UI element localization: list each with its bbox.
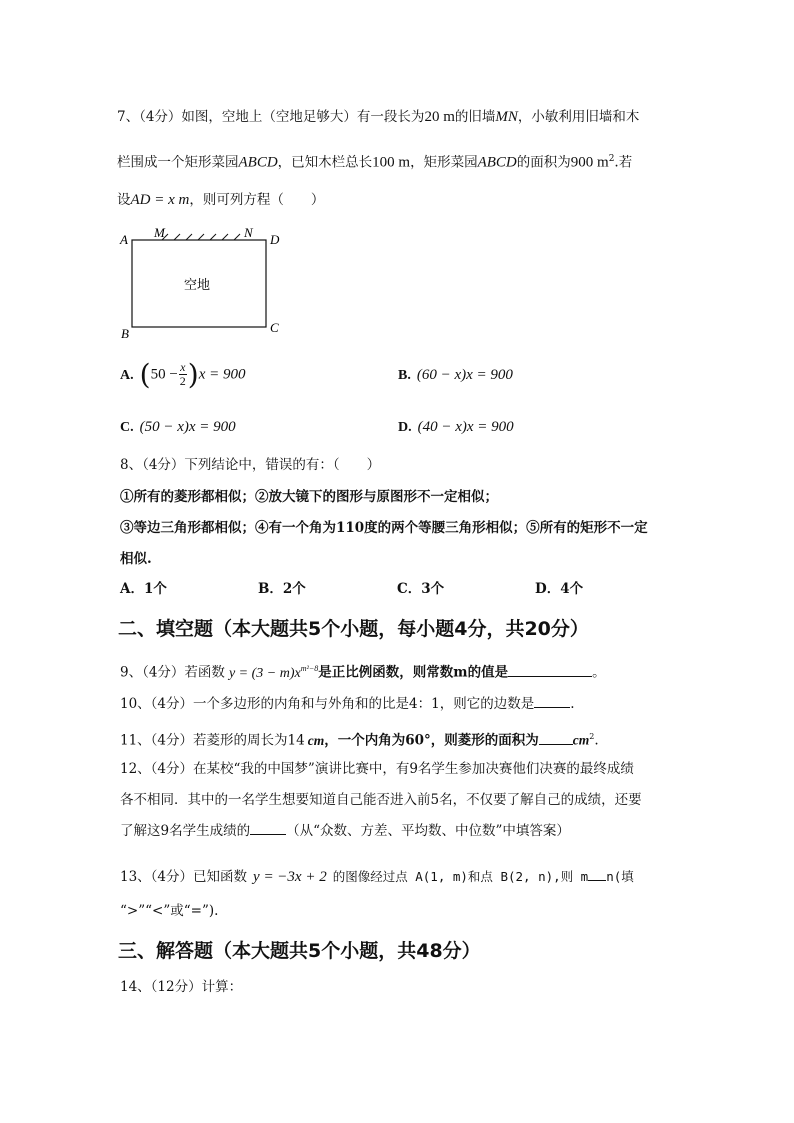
- section2-heading: 二、填空题（本大题共5个小题，每小题4分，共20分）: [118, 618, 589, 640]
- q9-text-b: 是正比例函数，则常数m的值是: [318, 664, 509, 681]
- option-b-eq: (60 − x)x = 900: [416, 367, 513, 383]
- q10-answer-blank[interactable]: [534, 695, 570, 708]
- q7-abcd: ABCD: [477, 154, 517, 171]
- option-a-post: x = 900: [198, 366, 246, 383]
- q7-option-c[interactable]: [120, 419, 236, 436]
- q8-option-a[interactable]: A．1个: [120, 581, 167, 597]
- q7-option-d[interactable]: [398, 419, 514, 436]
- label-center: 空地: [184, 278, 211, 293]
- option-a-pre: 50 −: [150, 366, 178, 383]
- q9-text-c: 。: [592, 664, 606, 681]
- q11-line: [120, 728, 599, 750]
- q9-line: [120, 660, 606, 683]
- q11-text-b: ，一个内角为60°，则菱形的面积为: [324, 732, 539, 749]
- q7-abcd: ABCD: [238, 154, 278, 171]
- q9-func: y = (3 − m)x: [228, 665, 301, 681]
- q8-line1: ①所有的菱形都相似；②放大镜下的图形与原图形不一定相似；: [120, 489, 498, 505]
- q10-text: 10、（4分）一个多边形的内角和与外角和的比是4：1，则它的边数是: [120, 696, 535, 712]
- q7-fence-length: 100 m: [372, 154, 411, 171]
- label-N: N: [244, 225, 253, 240]
- frac-num: x: [180, 360, 186, 374]
- q12-line1: 12、（4分）在某校“我的中国梦”演讲比赛中，有9名学生参加决赛他们决赛的最终成绩: [120, 761, 634, 777]
- q9-text: 9、（4分）若函数: [120, 664, 225, 681]
- option-d-eq: (40 − x)x = 900: [417, 419, 514, 435]
- q13-answer-blank[interactable]: [588, 868, 606, 881]
- q7-ad-eq: AD = x m: [130, 192, 190, 208]
- q8-option-d[interactable]: D．4个: [535, 581, 584, 597]
- q12-text-b: （从“众数、方差、平均数、中位数”中填答案）: [286, 823, 570, 839]
- q7-text: ，已知木栏总长: [277, 154, 373, 171]
- q12-answer-blank[interactable]: [250, 822, 286, 835]
- label-C: C: [270, 320, 279, 335]
- q11-sup: 2: [589, 732, 595, 741]
- q9-exponent: m²−8: [300, 664, 319, 673]
- q7-text: ，矩形菜园: [410, 154, 478, 171]
- q13-line1: [120, 868, 634, 886]
- q7-text: 设: [117, 192, 131, 208]
- q7-text: 栏围成一个矩形菜园: [117, 154, 239, 171]
- q8-option-c[interactable]: C．3个: [397, 581, 445, 597]
- q7-wall-length: 20 m: [424, 109, 455, 125]
- q7-text: 7、（4分）如图，空地上（空地足够大）有一段长为: [117, 109, 425, 125]
- q12-line3: [120, 822, 570, 840]
- option-b-label: B.: [398, 368, 411, 383]
- q7-line1: [117, 108, 639, 126]
- option-d-label: D.: [398, 420, 412, 435]
- q13-text-b: 的图像经过点 A(1, m)和点 B(2, n),则 m: [332, 869, 589, 884]
- label-M: M: [154, 225, 165, 240]
- q13-func: y = −3x + 2: [253, 869, 327, 885]
- q7-line3: [117, 191, 324, 209]
- section3-heading: 三、解答题（本大题共5个小题，共48分）: [118, 940, 481, 962]
- q10-text-b: .: [570, 696, 575, 712]
- q7-text: 的旧墙: [454, 109, 496, 125]
- q13-text-c: n(填: [606, 869, 634, 884]
- q12-line2: 各不相同．其中的一名学生想要知道自己能否进入前5名，不仅要了解自己的成绩，还要: [120, 792, 642, 808]
- q7-mn: MN: [495, 109, 518, 125]
- paren-open: (: [139, 358, 151, 391]
- q7-option-a[interactable]: [120, 358, 246, 391]
- q7-line2: [117, 150, 632, 172]
- option-a-label: A.: [120, 367, 134, 383]
- q8-line3: 相似.: [120, 551, 152, 567]
- q11-answer-blank[interactable]: [539, 732, 573, 745]
- label-D: D: [270, 232, 280, 247]
- q13-line2: “>”“<”或“=”).: [120, 903, 219, 919]
- label-B: B: [121, 326, 129, 341]
- wall-hatching: [162, 234, 240, 240]
- q7-area: 900 m: [570, 154, 609, 171]
- q8-stem: 8、（4分）下列结论中，错误的有：（ ）: [120, 457, 381, 473]
- q11-unit2: cm: [572, 732, 590, 748]
- q12-text: 了解这9名学生成绩的: [120, 823, 251, 839]
- q13-text: 13、（4分）已知函数: [120, 869, 248, 885]
- q11-text: 11、（4分）若菱形的周长为14: [120, 732, 305, 749]
- q8-option-b[interactable]: B．2个: [258, 581, 306, 597]
- option-c-label: C.: [120, 420, 134, 435]
- q7-text: ，小敏利用旧墙和木: [517, 109, 640, 125]
- q7-text: ，则可列方程（ ）: [189, 192, 325, 208]
- q8-line2: ③等边三角形都相似；④有一个角为110度的两个等腰三角形相似；⑤所有的矩形不一定: [120, 520, 648, 536]
- q7-figure: [112, 222, 292, 342]
- q9-answer-blank[interactable]: [508, 664, 592, 677]
- frac-den: 2: [179, 374, 186, 388]
- q14-stem: 14、（12分）计算：: [120, 979, 243, 995]
- option-c-eq: (50 − x)x = 900: [139, 419, 236, 435]
- q7-text: 的面积为: [516, 154, 571, 171]
- q11-text-c: .: [594, 732, 599, 749]
- q11-unit: cm: [307, 732, 325, 748]
- q10-line: [120, 695, 575, 713]
- fraction: [179, 361, 187, 388]
- q7-area-sup: 2: [608, 154, 615, 164]
- q7-text: .若: [614, 154, 633, 171]
- paren-close: ): [187, 358, 199, 391]
- label-A: A: [120, 232, 128, 247]
- q7-option-b[interactable]: [398, 367, 513, 384]
